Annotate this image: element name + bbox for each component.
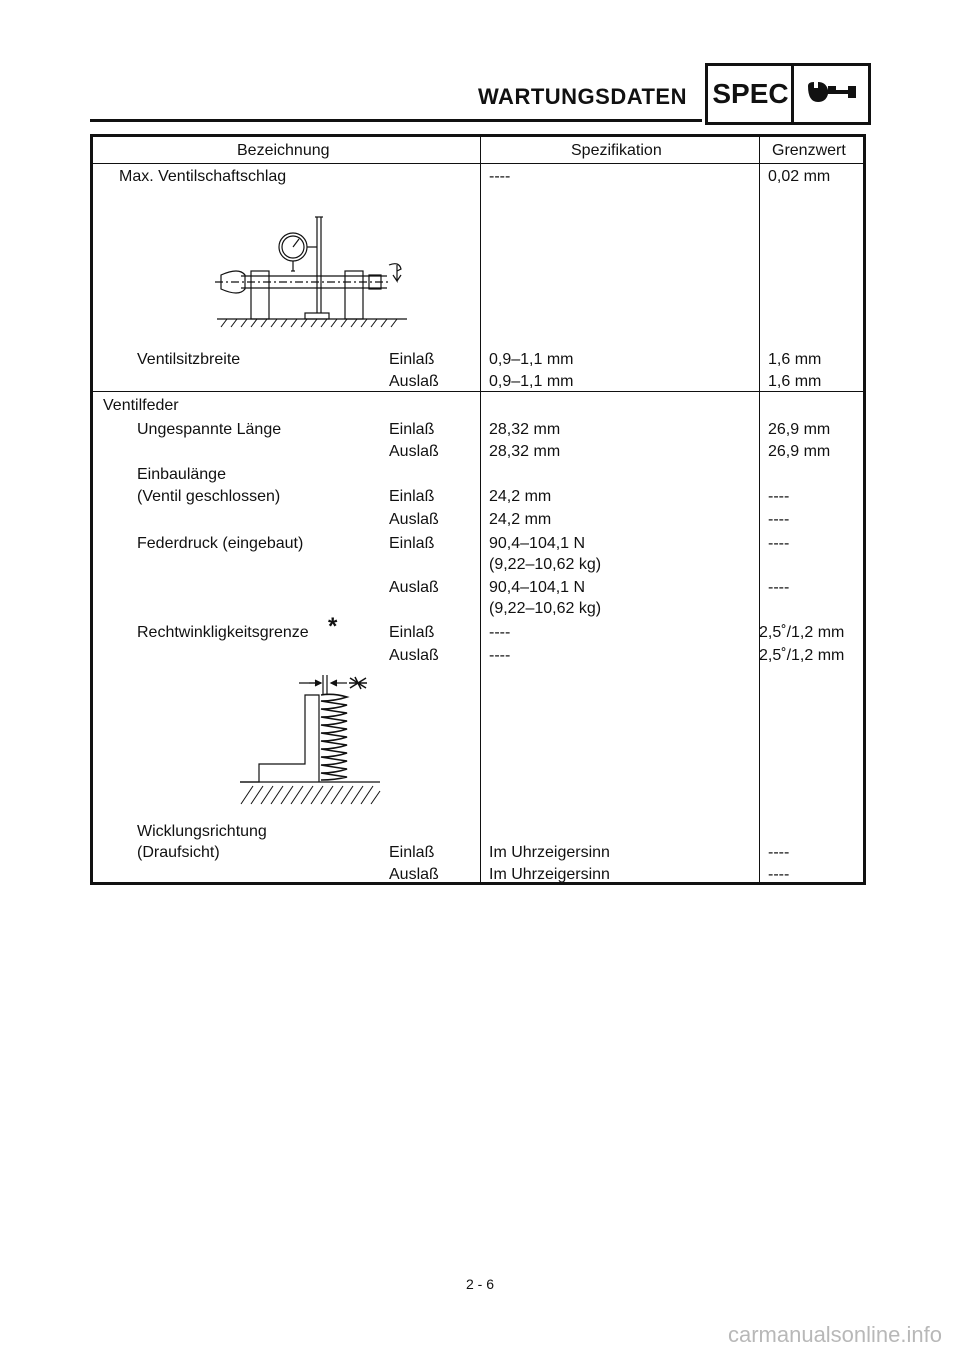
spec-badge: SPEC	[705, 63, 793, 125]
row-spec: Im Uhrzeigersinn	[489, 866, 610, 883]
row-spec: (9,22–10,62 kg)	[489, 556, 602, 573]
row-spec: 28,32 mm	[489, 443, 561, 460]
row-sub: Auslaß	[389, 579, 439, 596]
row-sub: Einlaß	[389, 535, 435, 552]
row-label: Max. Ventilschaftschlag	[119, 168, 287, 185]
col-header-spezifikation: Spezifikation	[571, 142, 662, 159]
row-limit: 2,5˚/1,2 mm	[759, 624, 845, 641]
row-limit: ----	[768, 866, 790, 883]
header-divider	[93, 163, 863, 164]
row-spec: 90,4–104,1 N	[489, 579, 586, 596]
row-sub: Einlaß	[389, 624, 435, 641]
asterisk-marker: *	[328, 613, 338, 640]
dial-gauge-figure	[211, 209, 411, 329]
row-label: Einbaulänge	[137, 466, 226, 483]
row-label: Wicklungsrichtung	[137, 823, 267, 840]
row-spec: 24,2 mm	[489, 511, 552, 528]
row-spec: 90,4–104,1 N	[489, 535, 586, 552]
row-spec: 0,9–1,1 mm	[489, 351, 574, 368]
row-limit: ----	[768, 511, 790, 528]
row-sub: Auslaß	[389, 647, 439, 664]
row-spec: ----	[489, 168, 511, 185]
row-limit: 26,9 mm	[768, 421, 831, 438]
row-spec: Im Uhrzeigersinn	[489, 844, 610, 861]
col-divider	[759, 137, 760, 882]
row-limit: 2,5˚/1,2 mm	[759, 647, 845, 664]
row-limit: 26,9 mm	[768, 443, 831, 460]
section-divider	[93, 391, 863, 392]
row-limit: ----	[768, 535, 790, 552]
row-spec: ----	[489, 624, 511, 641]
row-label: Ventilsitzbreite	[137, 351, 241, 368]
row-sub: Einlaß	[389, 488, 435, 505]
wrench-icon	[804, 72, 858, 112]
row-spec: 24,2 mm	[489, 488, 552, 505]
row-spec: 0,9–1,1 mm	[489, 373, 574, 390]
row-limit: 1,6 mm	[768, 351, 822, 368]
row-limit: ----	[768, 488, 790, 505]
row-spec: ----	[489, 647, 511, 664]
spring-squareness-figure	[235, 667, 395, 812]
row-label: Rechtwinkligkeitsgrenze	[137, 624, 309, 641]
row-label: Federdruck (eingebaut)	[137, 535, 304, 552]
watermark: carmanualsonline.info	[727, 1322, 942, 1347]
page-title: WARTUNGSDATEN	[478, 84, 687, 109]
row-sub: Einlaß	[389, 421, 435, 438]
spec-table	[90, 134, 866, 885]
row-sub: Einlaß	[389, 844, 435, 861]
section-title: Ventilfeder	[103, 397, 179, 414]
row-label: Ungespannte Länge	[137, 421, 282, 438]
row-spec: (9,22–10,62 kg)	[489, 600, 602, 617]
row-sub: Auslaß	[389, 511, 439, 528]
row-limit: ----	[768, 579, 790, 596]
row-limit: ----	[768, 844, 790, 861]
col-header-bezeichnung: Bezeichnung	[237, 142, 330, 159]
spec-icon-box	[791, 63, 871, 125]
row-label: (Draufsicht)	[137, 844, 220, 861]
col-divider	[480, 137, 481, 882]
row-limit: 0,02 mm	[768, 168, 831, 185]
row-spec: 28,32 mm	[489, 421, 561, 438]
row-sub: Auslaß	[389, 373, 439, 390]
row-sub: Einlaß	[389, 351, 435, 368]
row-label: (Ventil geschlossen)	[137, 488, 281, 505]
col-header-grenzwert: Grenzwert	[772, 142, 846, 159]
row-sub: Auslaß	[389, 866, 439, 883]
row-limit: 1,6 mm	[768, 373, 822, 390]
header-rule	[90, 119, 702, 122]
row-sub: Auslaß	[389, 443, 439, 460]
page-number: 2 - 6	[465, 1276, 494, 1292]
